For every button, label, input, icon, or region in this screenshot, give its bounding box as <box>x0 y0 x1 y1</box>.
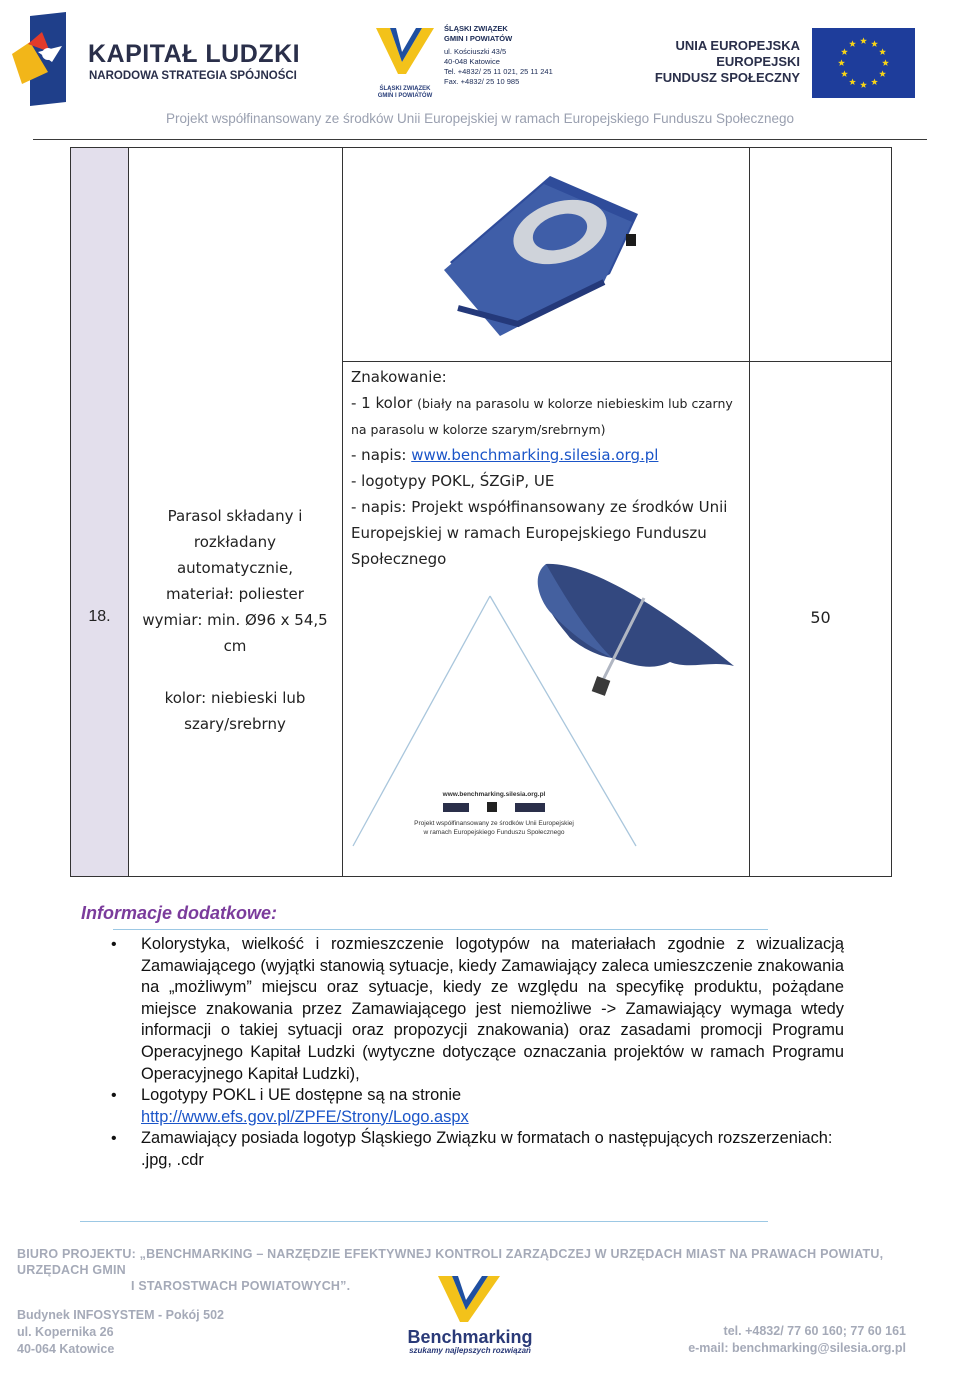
footer-contact <box>660 1323 906 1357</box>
footer-phone: tel. +4832/ 77 60 160; 77 60 161 <box>723 1324 906 1338</box>
footer-bureau-line1: BIURO PROJEKTU: „BENCHMARKING – NARZĘDZIE EFEKTYWNEJ KONTROLI ZARZĄDCZEJ W URZĘDACH MIAST NA PRAWACH POWIATU, URZĘDACH GMIN <box>17 1247 884 1277</box>
kapital-ludzki-subtitle: NARODOWA STRATEGIA SPÓJNOŚCI <box>89 70 297 82</box>
kapital-ludzki-title: KAPITAŁ LUDZKI <box>88 40 301 68</box>
spec-color-line <box>351 390 746 442</box>
mockup-szgip-logo-icon <box>487 802 497 812</box>
spec-color-prefix: - 1 kolor <box>351 394 413 412</box>
product-name-line-4: materiał: poliester <box>166 585 304 603</box>
szgip-caption-line1: ŚLĄSKI ZWIĄZEK <box>379 86 431 92</box>
mp3-player-icon <box>438 170 653 340</box>
spec-cell <box>351 364 746 572</box>
info-bullet-2-link[interactable]: http://www.efs.gov.pl/ZPFE/Strony/Logo.aspx <box>141 1107 469 1126</box>
szgip-caption-line2: GMIN I POWIATÓW <box>377 93 433 99</box>
spec-napis-line <box>351 442 746 468</box>
mockup-url: www.benchmarking.silesia.org.pl <box>442 791 546 798</box>
kapital-ludzki-emblem-icon <box>8 12 88 108</box>
quantity: 50 <box>810 608 831 627</box>
mockup-text1: Projekt współfinansowany ze środków Unii Europejskiej <box>414 820 574 827</box>
mockup-footer <box>410 790 578 848</box>
footer-addr-line1: Budynek INFOSYSTEM - Pokój 502 <box>17 1308 224 1322</box>
info-bullet-1-text: Kolorystyka, wielkość i rozmieszczenie logotypów na materiałach zgodnie z wizualizacją Zamawiającego (wyjątki stanowią sytuacje, kiedy Zamawiający zaleca umieszczenie znakowania na „możliwym” miejscu oraz sytuacje, kiedy ze względu na specyfikę produktu, pożądane miejsce znakowania przez Zamawiającego jest niemożliwe -> Zamawiający wymaga wtedy informacji o takiej sytuacji oraz propozycji znakowania) oraz zasadami promocji Programu Operacyjnego Kapitał Ludzki (wytyczne dotyczące oznaczania projektów w ramach Programu Operacyjnego Kapitał Ludzki), <box>141 935 844 1083</box>
product-name-line-6: cm <box>223 637 247 655</box>
bullet-icon: • <box>111 1130 117 1148</box>
mockup-text2: w ramach Europejskiego Funduszu Społecznego <box>423 829 565 836</box>
footer-addr-line3: 40-064 Katowice <box>17 1342 115 1356</box>
szgip-line2: GMIN I POWIATÓW <box>444 34 513 43</box>
szgip-line5: Tel. +4832/ 25 11 021, 25 11 241 <box>444 67 553 76</box>
info-bullet-3-text: Zamawiający posiada logotyp Śląskiego Związku w formatach o następujących rozszerzeniach: .jpg, .cdr <box>141 1129 833 1169</box>
info-bullet-3 <box>111 1128 844 1171</box>
szgip-line4: 40-048 Katowice <box>444 57 500 66</box>
table-col-divider-3 <box>749 148 750 876</box>
info-list <box>100 934 844 1172</box>
szgip-emblem-icon <box>372 22 438 84</box>
info-title: Informacje dodatkowe: <box>81 903 278 923</box>
table-row-divider-spec <box>342 361 891 362</box>
prior-product-image <box>438 170 653 340</box>
product-name-line-5: wymiar: min. Ø96 x 54,5 <box>142 611 328 629</box>
footer-addr-line2: ul. Kopernika 26 <box>17 1325 114 1339</box>
spec-napis2-line: - napis: Projekt współfinansowany ze środków Unii Europejskiej w ramach Europejskiego Funduszu Społecznego <box>351 498 728 568</box>
spec-logos-line: - logotypy POKL, ŚZGiP, UE <box>351 472 555 490</box>
product-name-line-1: Parasol składany i <box>167 507 303 525</box>
header-divider <box>33 139 927 140</box>
table-col-divider-2 <box>342 148 343 876</box>
info-divider <box>113 929 768 930</box>
footer-email: e-mail: benchmarking@silesia.org.pl <box>688 1341 906 1355</box>
szgip-line6: Fax. +4832/ 25 10 985 <box>444 77 520 86</box>
szgip-caption <box>372 86 438 100</box>
szgip-address <box>444 24 553 87</box>
header-project-line: Projekt współfinansowany ze środków Unii Europejskiej w ramach Europejskiego Funduszu Społecznego <box>165 111 795 126</box>
product-name <box>133 503 337 737</box>
product-name-lines <box>133 503 337 659</box>
szgip-logo <box>372 22 438 84</box>
eu-flag <box>812 28 915 98</box>
mockup-ue-logo-icon <box>515 803 545 812</box>
eu-flag-icon <box>812 28 915 98</box>
spec-napis-prefix: - napis: <box>351 446 412 464</box>
product-color-line-2: szary/srebrny <box>184 715 286 733</box>
ue-line2: EUROPEJSKI <box>716 54 800 69</box>
ue-line3: FUNDUSZ SPOŁECZNY <box>654 70 800 85</box>
spec-color-detail: (biały na parasolu w kolorze niebieskim lub czarny na parasolu w kolorze szarym/srebrnym) <box>351 396 733 437</box>
benchmarking-tagline: szukamy najlepszych rozwiązań <box>409 1346 531 1355</box>
bullet-icon: • <box>111 936 117 953</box>
info-bullet-1 <box>111 934 844 1085</box>
product-name-line-2: rozkładany <box>193 533 277 551</box>
benchmarking-brand: Benchmarking <box>407 1327 533 1347</box>
mockup-kl-logo-icon <box>443 803 469 812</box>
bullet-icon: • <box>111 1087 117 1105</box>
mockup-logos <box>410 802 578 816</box>
info-bullet-2 <box>111 1085 844 1128</box>
benchmarking-emblem-icon <box>436 1272 502 1328</box>
benchmarking-logo <box>436 1272 502 1328</box>
footer-bureau-line2: I STAROSTWACH POWIATOWYCH”. <box>131 1279 351 1293</box>
spec-napis-link[interactable]: www.benchmarking.silesia.org.pl <box>411 446 659 464</box>
ue-line1: UNIA EUROPEJSKA <box>675 38 800 53</box>
product-color-lines <box>133 685 337 737</box>
ue-label <box>653 38 800 86</box>
footer-address <box>17 1307 224 1358</box>
table-col-divider-1 <box>128 148 129 876</box>
spec-heading: Znakowanie: <box>351 368 447 386</box>
szgip-line1: ŚLĄSKI ZWIĄZEK <box>444 24 508 33</box>
footer-divider <box>80 1221 768 1222</box>
row-number: 18. <box>88 608 111 625</box>
product-color-line-1: kolor: niebieski lub <box>164 689 306 707</box>
product-name-line-3: automatycznie, <box>176 559 294 577</box>
szgip-line3: ul. Kościuszki 43/5 <box>444 47 507 56</box>
info-bullet-2-text: Logotypy POKL i UE dostępne są na stronie <box>141 1086 462 1105</box>
